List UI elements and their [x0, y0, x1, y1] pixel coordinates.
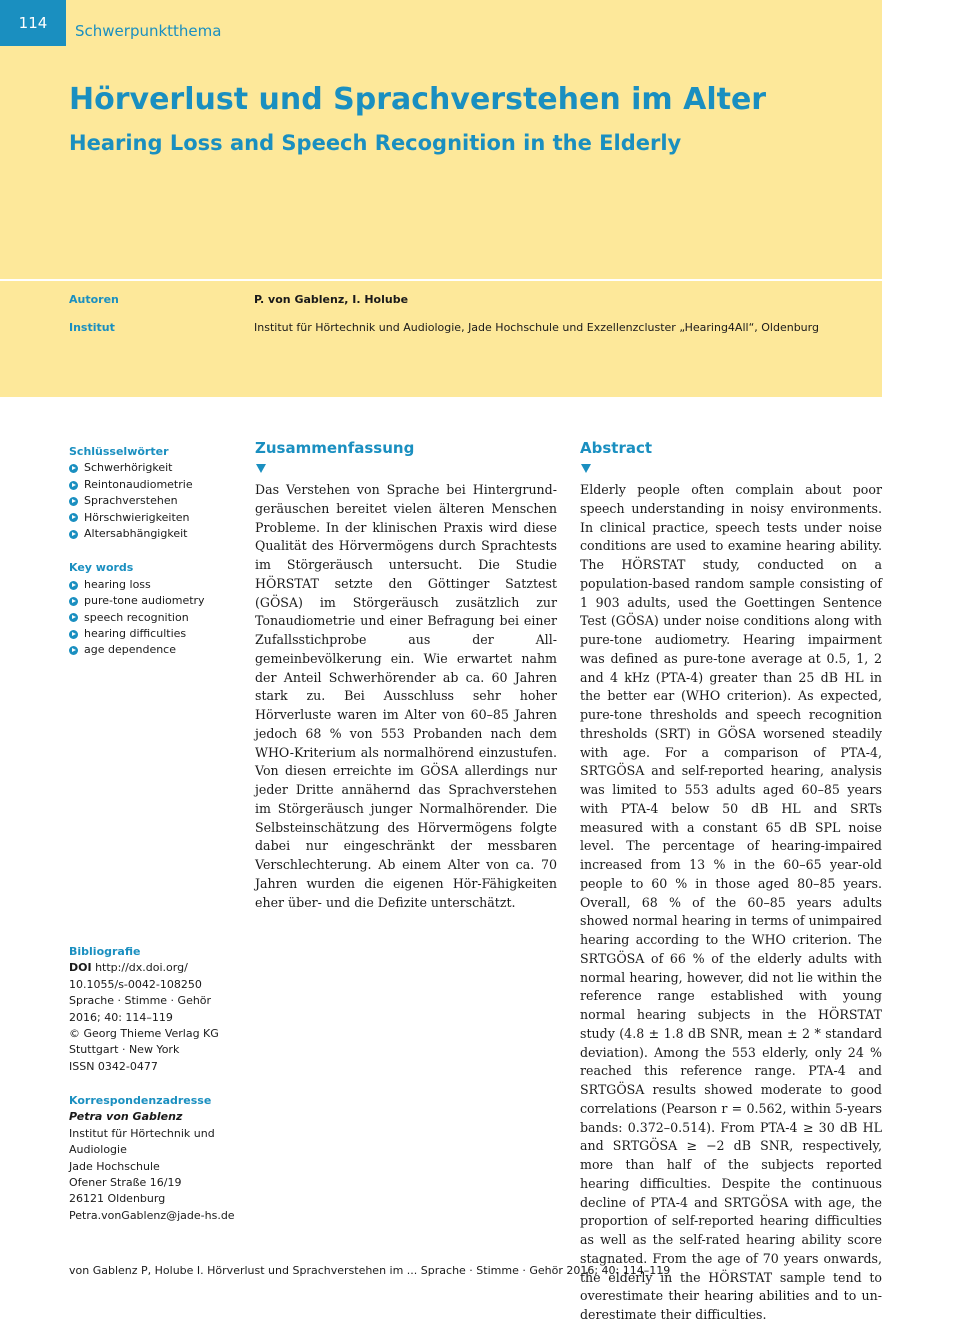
header-background [0, 0, 882, 397]
doi-label: DOI [69, 961, 92, 975]
publisher: © Georg Thieme Verlag KG [69, 1027, 219, 1041]
keyword-item: hearing difficulties [69, 626, 239, 642]
arrow-bullet-icon [69, 513, 78, 522]
authors: P. von Gablenz, I. Holube [254, 293, 409, 306]
bibliography-block [69, 944, 239, 1075]
address-line: Jade Hochschule [69, 1159, 160, 1173]
email-link[interactable]: Petra.vonGablenz@jade-hs.de [69, 1208, 235, 1222]
arrow-bullet-icon [69, 464, 78, 473]
title-english: Hearing Loss and Speech Recognition in the Elderly [69, 131, 682, 155]
keywords-de-heading: Schlüsselwörter [69, 445, 169, 458]
triangle-down-icon [256, 464, 266, 473]
address-line: Institut für Hörtechnik und [69, 1126, 215, 1140]
abstract-section [580, 438, 882, 1325]
address-line: 26121 Oldenburg [69, 1192, 166, 1206]
keyword-item: Schwerhörigkeit [69, 460, 239, 476]
header-divider [0, 279, 882, 281]
journal: Sprache · Stimme · Gehör [69, 994, 212, 1008]
arrow-bullet-icon [69, 597, 78, 606]
bibliography-heading: Bibliografie [69, 945, 141, 958]
correspondence-heading: Korrespondenzadresse [69, 1094, 212, 1107]
correspondence-name: Petra von Gablenz [69, 1110, 183, 1124]
publisher-city: Stuttgart · New York [69, 1043, 180, 1057]
issue: 2016; 40: 114–119 [69, 1010, 173, 1024]
zusammenfassung-heading: Zusammenfassung [255, 439, 415, 457]
doi-link[interactable]: http://dx.doi.org/ [95, 961, 188, 975]
keyword-item: speech recognition [69, 610, 239, 626]
correspondence-block [69, 1093, 239, 1224]
address-line: Ofener Straße 16/19 [69, 1176, 182, 1190]
keyword-item: Hörschwierigkeiten [69, 510, 239, 526]
page-number: 114 [0, 0, 66, 46]
abstract-text: Elderly people often complain about poor speech understanding in noisy environments. In clinical practice, speech tests under noise conditions are used to examine hearing ability. The HÖRSTAT study, conducted on a population-based random sample consisting of 1 903 adults, used the Goettingen Sentence Test (GÖSA) under noise conditions along with pure-tone audiometry. Hearing impairment was defined as pure-tone average at 0.5, 1, 2 and 4 kHz (PTA-4) greater than 25 dB HL in the better ear (WHO criterion). As expected, pure-tone thresholds and speech recognition thresholds (SRT) in GÖSA worsened steadily with age. For a comparison of PTA-4, SRTGÖSA and self-reported hearing, analysis was limited to 553 adults aged 60–85 years with PTA-4 below 50 dB HL and SRTs measured with a constant 65 dB SPL noise level. The percentage of hearing-impaired increased from 13 % in the 60–65 year-old people to 60 % in those aged 80–85 years. Overall, 68 % of the 60–85 years adults showed normal hearing in terms of unimpaired hearing according to the WHO criterion. The SRTGÖSA of 66 % of the elderly adults with normal hearing, however, did not lie within the reference range established with young normal hearing subjects in the HÖRSTAT study (4.8 ± 1.8 dB SNR, mean ± 2 * standard deviation). Among the 553 elderly, only 24 % reached this reference range. PTA-4 and SRTGÖSA results showed moderate to good correlations (Pearson r = 0.562, within 5-years bands: 0.372–0.514). From PTA-4 ≥ 30 dB HL and SRTGÖSA ≥ −2 dB SNR, respectively, more than half of the subjects reported hearing difficulties. Despite the continuous decline of PTA-4 and SRTGÖSA with age, the proportion of self-reported hearing difficulties as well as the self-rated hearing ability score stagnated. From the age of 70 years onwards, the elderly in the HÖRSTAT sample tend to overestimate their hearing abilities and to underestimate their difficulties. [580, 482, 882, 1322]
section-label: Schwerpunktthema [75, 22, 222, 40]
keywords-block [69, 444, 239, 659]
keywords-en-heading: Key words [69, 561, 134, 575]
keyword-item: hearing loss [69, 577, 239, 593]
zusammenfassung-text: Das Verstehen von Sprache bei Hintergrundgeräuschen bereitet vielen älteren Menschen Probleme. In der klinischen Praxis wird diese Qualität des Hörvermögens durch Sprachtests im Störgeräusch untersucht. Die Studie HÖRSTAT setzte den Göttinger Satztest (GÖSA) im Störgeräusch zusätzlich zur Tonaudiometrie und einer Befragung bei einer Zufallsstichprobe aus der Allgemeinbevölkerung ein. Wie erwartet nahm der Anteil Schwerhörender ab ca. 60 Jahren stark zu. Bei Ausschluss sehr hoher Hörverluste waren im Alter von 60–85 Jahren jedoch 68 % von 553 Probanden nach dem WHO-Kriterium als normalhörend einzustufen. Von diesen erreichte im GÖSA allerdings nur jeder Dritte annähernd das Sprachverstehen im Störgeräusch junger Normalhörender. Die Selbsteinschätzung des Hörvermögens folgte dabei nur eingeschränkt der messbaren Verschlechterung. Ab einem Alter von ca. 70 Jahren wurden die eigenen Hör-Fähigkeiten eher über- und die Defizite unterschätzt. [255, 482, 557, 910]
doi-link-cont[interactable]: 10.1055/s-0042-108250 [69, 977, 202, 991]
keyword-item: Reintonaudiometrie [69, 477, 239, 493]
keyword-item: pure-tone audiometry [69, 593, 239, 609]
arrow-bullet-icon [69, 646, 78, 655]
institute-label: Institut [69, 321, 115, 334]
keyword-item: Sprachverstehen [69, 493, 239, 509]
footer-citation: von Gablenz P, Holube I. Hörverlust und Sprachverstehen im ... Sprache · Stimme · Gehör 2016; 40: 114–119 [69, 1264, 671, 1277]
abstract-heading: Abstract [580, 439, 653, 457]
issn: ISSN 0342-0477 [69, 1059, 158, 1073]
title-german: Hörverlust und Sprachverstehen im Alter [69, 82, 767, 117]
zusammenfassung-section [255, 438, 557, 912]
institute: Institut für Hörtechnik und Audiologie, Jade Hochschule und Exzellenzcluster „Hearing4All“, Oldenburg [254, 321, 819, 334]
arrow-bullet-icon [69, 613, 78, 622]
address-line: Audiologie [69, 1143, 127, 1157]
arrow-bullet-icon [69, 481, 78, 490]
arrow-bullet-icon [69, 581, 78, 590]
keyword-item: Altersabhängigkeit [69, 526, 239, 542]
authors-label: Autoren [69, 293, 119, 306]
arrow-bullet-icon [69, 630, 78, 639]
arrow-bullet-icon [69, 530, 78, 539]
arrow-bullet-icon [69, 497, 78, 506]
keyword-item: age dependence [69, 642, 239, 658]
triangle-down-icon [581, 464, 591, 473]
